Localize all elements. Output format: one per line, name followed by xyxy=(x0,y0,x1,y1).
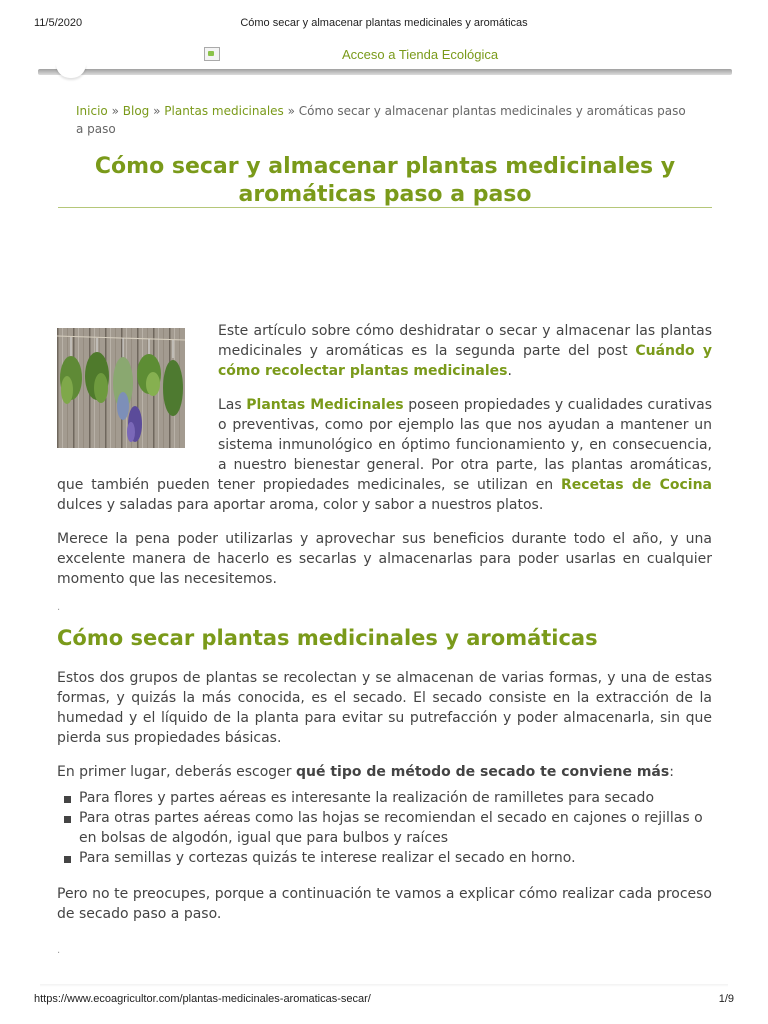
breadcrumb-blog[interactable]: Blog xyxy=(122,104,150,118)
site-header xyxy=(38,40,732,78)
breadcrumb-sep: » xyxy=(107,104,123,118)
breadcrumb-current: Cómo secar y almacenar plantas medicinales y aromáticas paso a paso xyxy=(76,104,686,136)
print-doc-title: Cómo secar y almacenar plantas medicinales y aromáticas xyxy=(240,17,528,29)
print-url: https://www.ecoagricultor.com/plantas-medicinales-aromaticas-secar/ xyxy=(34,993,371,1005)
broken-image-icon xyxy=(204,47,220,61)
breadcrumb xyxy=(76,102,686,138)
link-recetas-cocina[interactable]: Recetas de Cocina xyxy=(561,477,712,493)
article-body xyxy=(57,321,712,958)
breadcrumb-home[interactable]: Inicio xyxy=(76,104,108,118)
paragraph-continuacion: Pero no te preocupes, porque a continuación te vamos a explicar cómo realizar cada proceso de secado paso a paso. xyxy=(57,886,712,922)
paragraph-metodo: En primer lugar, deberás escoger qué tipo de método de secado te conviene más: xyxy=(57,764,674,780)
breadcrumb-sep: » xyxy=(283,104,299,118)
print-date: 11/5/2020 xyxy=(34,17,83,29)
section-title: Cómo secar plantas medicinales y aromáticas xyxy=(57,626,598,650)
page-title: Cómo secar y almacenar plantas medicinales y aromáticas paso a paso xyxy=(94,154,676,207)
link-recolectar[interactable]: Cuándo y cómo recolectar plantas medicinales xyxy=(218,343,712,379)
method-list xyxy=(57,788,712,868)
list-item: Para flores y partes aéreas es interesante la realización de ramilletes para secado xyxy=(79,788,712,808)
link-plantas-medicinales[interactable]: Plantas Medicinales xyxy=(246,397,404,413)
paragraph-plantas: Las Plantas Medicinales poseen propiedades y cualidades curativas o preventivas, como por ejemplo las que nos ayudan a mantener un sistema inmunológico en óptimo funcionamiento y, en consecuencia, a nuestro bienestar general. Por otra parte, las plantas aromáticas, que también pueden tener propiedades medicinales, se utilizan en Recetas de Cocina dulces y saladas para aportar aroma, color y sabor a nuestros platos. xyxy=(57,397,712,513)
nav-bar xyxy=(38,69,732,75)
shop-link[interactable] xyxy=(204,45,498,63)
paragraph-beneficios: Merece la pena poder utilizarlas y aprovechar sus beneficios durante todo el año, y una excelente manera de hacerlo es secarlas y almacenarlas para poder usarlas en cualquier momento que las necesitemos. xyxy=(57,531,712,587)
intro-paragraph: Este artículo sobre cómo deshidratar o secar y almacenar las plantas medicinales y aromáticas es la segunda parte del post Cuándo y cómo recolectar plantas medicinales. xyxy=(218,323,712,379)
separator-dot: . xyxy=(57,602,61,613)
page-number: 1/9 xyxy=(718,993,734,1005)
print-header xyxy=(34,17,734,31)
metodo-highlight: qué tipo de método de secado te conviene más xyxy=(296,764,670,780)
separator-dot: . xyxy=(57,945,61,956)
list-item: Para otras partes aéreas como las hojas se recomiendan el secado en cajones o rejillas o en bolsas de algodón, igual que para bulbos y raíces xyxy=(79,808,712,848)
image-spacer xyxy=(57,321,218,461)
breadcrumb-sep: » xyxy=(149,104,165,118)
print-footer xyxy=(34,993,734,1007)
list-item: Para semillas y cortezas quizás te interese realizar el secado en horno. xyxy=(79,848,712,868)
footer-divider xyxy=(40,984,728,987)
breadcrumb-category[interactable]: Plantas medicinales xyxy=(164,104,284,118)
title-divider xyxy=(58,207,712,208)
paragraph-secado: Estos dos grupos de plantas se recolectan y se almacenan de varias formas, y una de estas formas, y quizás la más conocida, es el secado. El secado consiste en la extracción de la humedad y el líquido de la planta para evitar su putrefacción y poder almacenarla, sin que pierda sus propiedades básicas. xyxy=(57,670,712,746)
shop-link-label: Acceso a Tienda Ecológica xyxy=(342,46,499,62)
menu-toggle[interactable] xyxy=(56,64,86,78)
